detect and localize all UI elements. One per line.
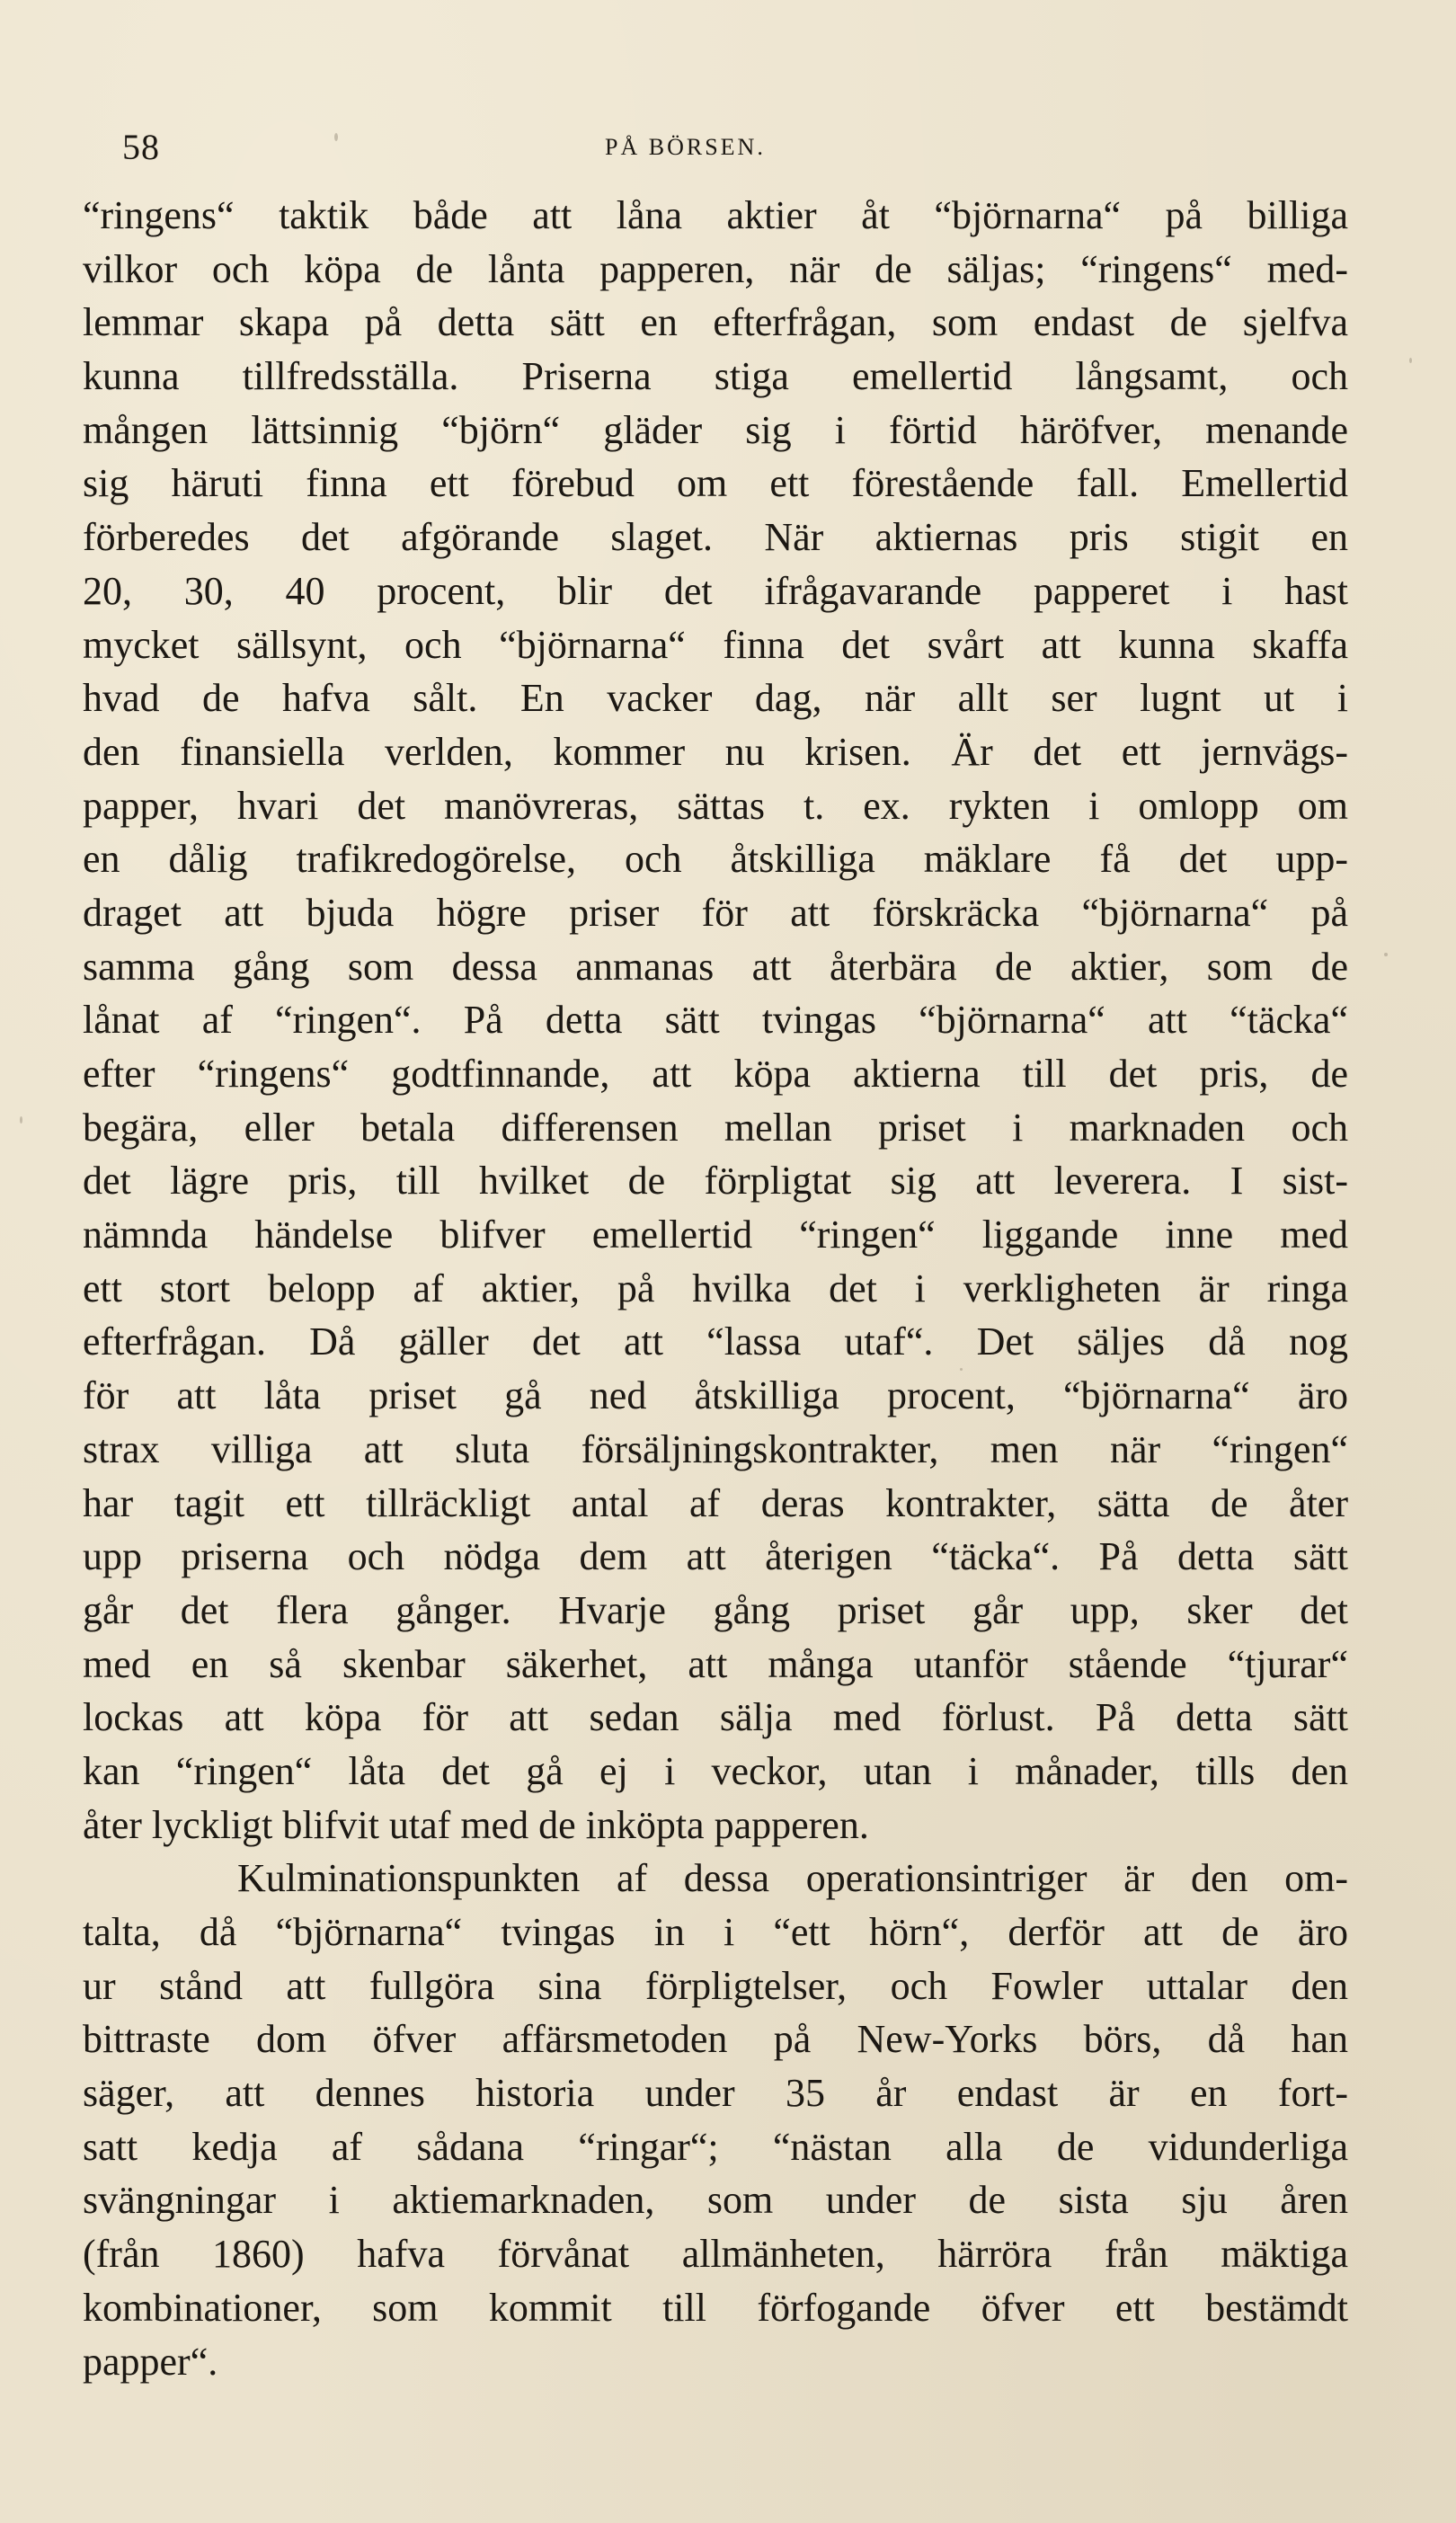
text-line: förberedes det afgörande slaget. När aktiernas pris stigit en	[83, 515, 1348, 560]
paper-speck	[334, 133, 338, 141]
text-line: vilkor och köpa de lånta papperen, när de säljas; “ringens“ med-	[83, 246, 1348, 291]
text-line: kombinationer, som kommit till förfogande öfver ett bestämdt	[83, 2285, 1348, 2330]
text-line: har tagit ett tillräckligt antal af deras kontrakter, sätta de åter	[83, 1480, 1348, 1525]
text-line: efter “ringens“ godtfinnande, att köpa aktierna till det pris, de	[83, 1052, 1348, 1096]
text-line: bittraste dom öfver affärsmetoden på New-Yorks börs, då han	[83, 2017, 1348, 2062]
text-line: upp priserna och nödga dem att återigen “täcka“. På detta sätt	[83, 1534, 1348, 1579]
text-line: efterfrågan. Då gäller det att “lassa utaf“. Det säljes då nog	[83, 1319, 1348, 1364]
text-line: “ringens“ taktik både att låna aktier åt “björnarna“ på billiga	[83, 193, 1348, 237]
text-line: samma gång som dessa anmanas att återbära de aktier, som de	[83, 944, 1348, 989]
text-line: (från 1860) hafva förvånat allmänheten, härröra från mäktiga	[83, 2232, 1348, 2277]
text-line: med en så skenbar säkerhet, att många utanför stående “tjurar“	[83, 1641, 1348, 1686]
text-line: sig häruti finna ett förebud om ett förestående fall. Emellertid	[83, 461, 1348, 506]
text-line: talta, då “björnarna“ tvingas in i “ett hörn“, derför att de äro	[83, 1910, 1348, 1954]
text-line: mycket sällsynt, och “björnarna“ finna det svårt att kunna skaffa	[83, 622, 1348, 667]
text-line: hvad de hafva sålt. En vacker dag, när allt ser lugnt ut i	[83, 676, 1348, 721]
text-line: kan “ringen“ låta det gå ej i veckor, utan i månader, tills den	[83, 1748, 1348, 1793]
text-line: ur stånd att fullgöra sina förpligtelser, och Fowler uttalar den	[83, 1963, 1348, 2008]
text-line: går det flera gånger. Hvarje gång priset går upp, sker det	[83, 1587, 1348, 1632]
paper-speck	[20, 1116, 22, 1124]
page-number: 58	[122, 127, 160, 167]
paper-speck	[1384, 953, 1388, 956]
paper-speck	[1409, 358, 1412, 363]
text-line: säger, att dennes historia under 35 år endast är en fort-	[83, 2071, 1348, 2116]
text-line: begära, eller betala differensen mellan priset i marknaden och	[83, 1105, 1348, 1150]
text-line: ett stort belopp af aktier, på hvilka det i verkligheten är ringa	[83, 1266, 1348, 1310]
paper-speck	[960, 1368, 963, 1371]
text-line: en dålig trafikredogörelse, och åtskilliga mäklare få det upp-	[83, 837, 1348, 882]
text-line: strax villiga att sluta försäljningskontrakter, men när “ringen“	[83, 1426, 1348, 1471]
text-line: det lägre pris, till hvilket de förpligtat sig att leverera. I sist-	[83, 1159, 1348, 1204]
paragraph-end-line: papper“.	[83, 2339, 218, 2384]
paragraph-end-line: åter lyckligt blifvit utaf med de inköpta papperen.	[83, 1802, 869, 1847]
text-line: lånat af “ringen“. På detta sätt tvingas “björnarna“ att “täcka“	[83, 998, 1348, 1043]
paragraph-first-line: Kulminationspunkten af dessa operationsintriger är den om-	[237, 1856, 1348, 1901]
page-header	[86, 119, 1345, 173]
text-line: för att låta priset gå ned åtskilliga procent, “björnarna“ äro	[83, 1373, 1348, 1418]
text-line: papper, hvari det manövreras, sättas t. ex. rykten i omlopp om	[83, 783, 1348, 828]
text-line: lockas att köpa för att sedan sälja med förlust. På detta sätt	[83, 1695, 1348, 1740]
text-line: mången lättsinnig “björn“ gläder sig i förtid häröfver, menande	[83, 407, 1348, 452]
text-line: kunna tillfredsställa. Priserna stiga emellertid långsamt, och	[83, 354, 1348, 399]
text-line: svängningar i aktiemarknaden, som under de sista sju åren	[83, 2178, 1348, 2223]
text-line: 20, 30, 40 procent, blir det ifrågavarande papperet i hast	[83, 568, 1348, 613]
body-text	[83, 189, 1348, 2388]
running-head: PÅ BÖRSEN.	[605, 134, 766, 160]
text-line: lemmar skapa på detta sätt en efterfrågan, som endast de sjelfva	[83, 300, 1348, 345]
text-line: nämnda händelse blifver emellertid “ringen“ liggande inne med	[83, 1213, 1348, 1257]
text-line: draget att bjuda högre priser för att förskräcka “björnarna“ på	[83, 890, 1348, 935]
text-line: den finansiella verlden, kommer nu krisen. Är det ett jernvägs-	[83, 729, 1348, 774]
text-line: satt kedja af sådana “ringar“; “nästan alla de vidunderliga	[83, 2124, 1348, 2169]
